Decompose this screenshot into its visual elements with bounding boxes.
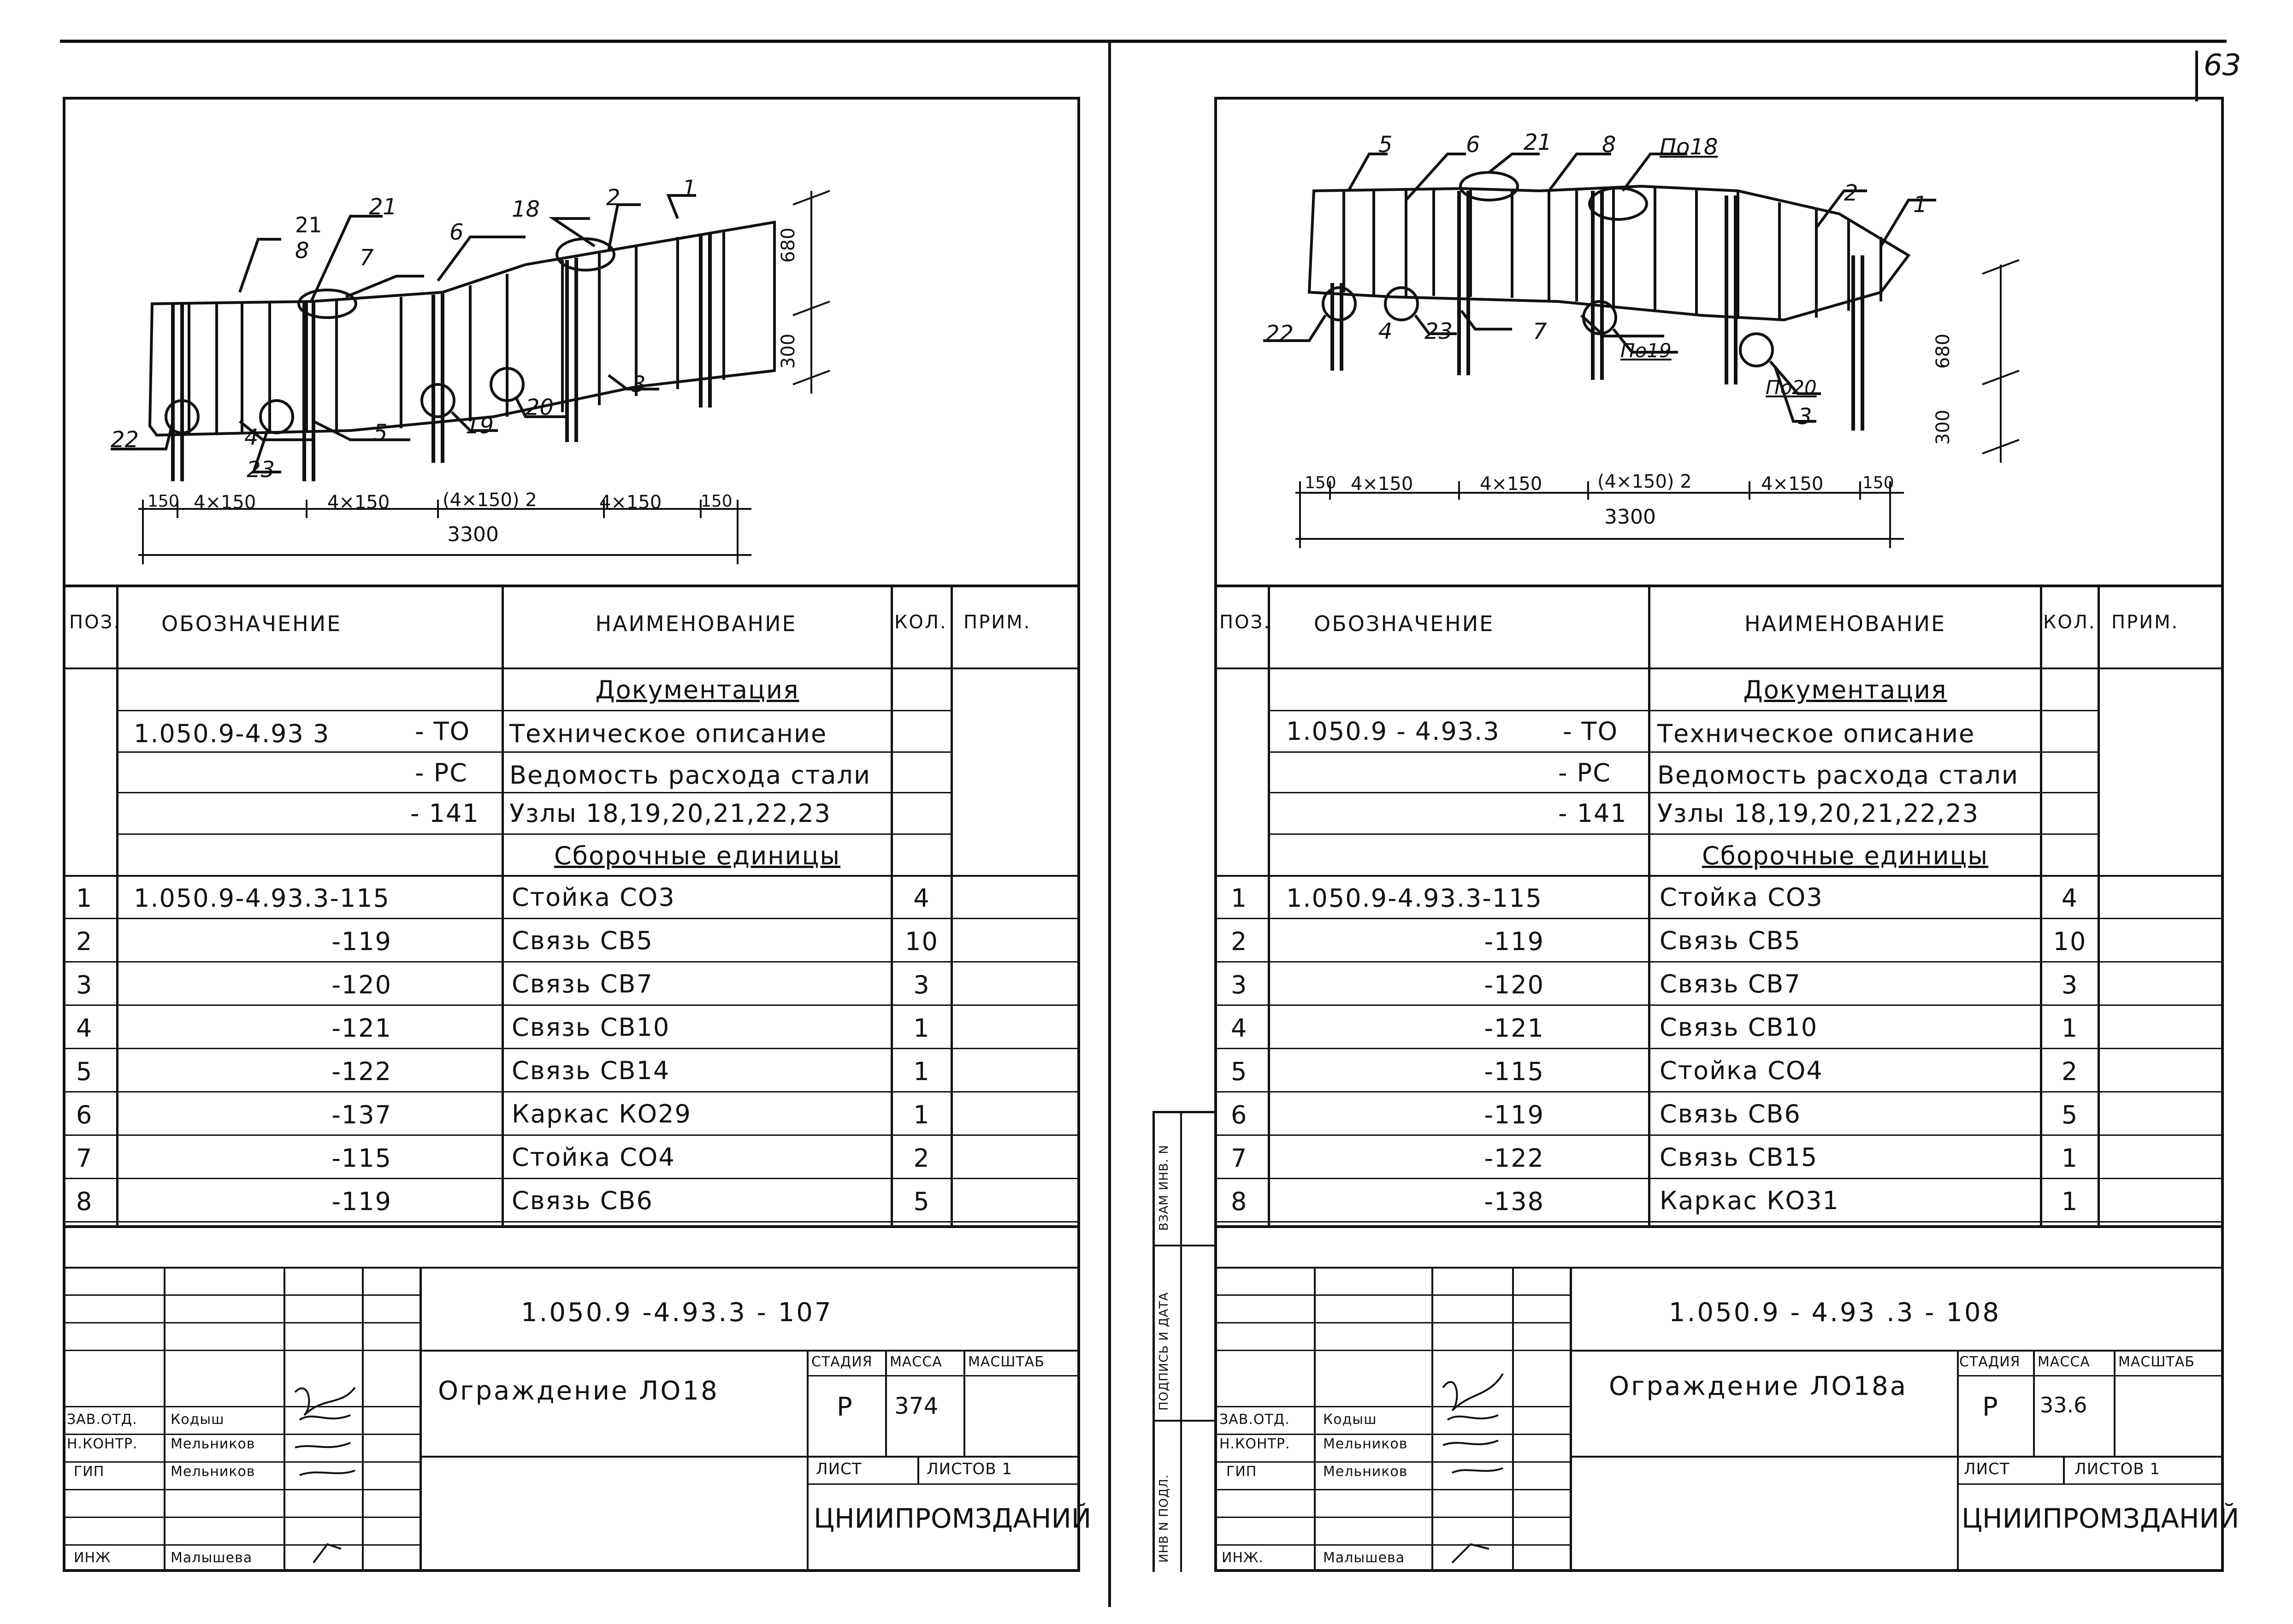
row-pos: 2 bbox=[76, 927, 93, 956]
side-label-podpis: ПОДПИСЬ И ДАТА bbox=[1157, 1292, 1171, 1411]
row-separator bbox=[1214, 1048, 2224, 1049]
left-hdr-qty: КОЛ. bbox=[894, 612, 947, 633]
right-person-name: Мельников bbox=[1323, 1464, 1408, 1480]
right-doc1-suffix: - ТО bbox=[1563, 717, 1619, 746]
left-tb-mass-label: МАССА bbox=[890, 1354, 942, 1370]
right-callout-5: 5 bbox=[1378, 132, 1393, 158]
right-tb-mass: 33.6 bbox=[2040, 1393, 2087, 1417]
side-stamp-border bbox=[1152, 1111, 1155, 1572]
left-hdr-designation: ОБОЗНАЧЕНИЕ bbox=[161, 611, 342, 636]
row-name: Каркас КО29 bbox=[512, 1099, 691, 1128]
left-callout-7: 7 bbox=[360, 245, 374, 271]
left-callout-6: 6 bbox=[449, 219, 464, 245]
right-tb-line bbox=[1957, 1456, 2224, 1458]
right-hdim-4x150c: 4×150 bbox=[1761, 473, 1824, 495]
row-pos: 5 bbox=[76, 1057, 93, 1086]
right-callout-3: 3 bbox=[1798, 404, 1812, 430]
row-qty: 1 bbox=[2061, 1014, 2079, 1043]
left-callout-2: 2 bbox=[606, 185, 621, 211]
right-tb-line bbox=[1214, 1294, 1570, 1296]
row-pos: 5 bbox=[1231, 1057, 1248, 1086]
row-designation: -119 bbox=[1484, 927, 1544, 956]
side-stamp-line bbox=[1152, 1245, 1214, 1246]
right-tb-vdiv bbox=[2114, 1350, 2116, 1456]
left-row-line bbox=[63, 875, 1080, 877]
row-qty: 5 bbox=[2061, 1100, 2079, 1129]
right-tb-line bbox=[1214, 1544, 1570, 1546]
row-separator bbox=[63, 1004, 1080, 1006]
left-vdim-680: 680 bbox=[778, 227, 799, 263]
right-hdim-4x150a: 4×150 bbox=[1351, 473, 1413, 495]
right-col-div-4 bbox=[2098, 585, 2100, 1225]
row-qty: 1 bbox=[913, 1057, 930, 1086]
right-person-role: ГИП bbox=[1226, 1464, 1257, 1480]
left-tb-vdiv bbox=[885, 1350, 887, 1456]
row-pos: 1 bbox=[76, 884, 93, 913]
left-tb-top bbox=[63, 1225, 1080, 1228]
row-separator bbox=[63, 918, 1080, 919]
row-name: Связь СВ10 bbox=[512, 1013, 670, 1042]
row-designation: -115 bbox=[1484, 1057, 1544, 1086]
left-hdim-4x150c: 4×150 bbox=[599, 492, 662, 513]
right-tb-scale-label: МАСШТАБ bbox=[2118, 1354, 2195, 1370]
left-section-asm: Сборочные единицы bbox=[554, 841, 841, 870]
right-tb-line bbox=[1214, 1489, 1570, 1490]
row-pos: 8 bbox=[1231, 1187, 1248, 1216]
row-qty: 3 bbox=[2061, 970, 2079, 999]
row-separator bbox=[63, 1178, 1080, 1179]
left-tb-code: 1.050.9 -4.93.3 - 107 bbox=[521, 1298, 833, 1328]
row-designation: -122 bbox=[1484, 1144, 1544, 1173]
right-drawing bbox=[1217, 99, 2222, 583]
row-name: Связь СВ7 bbox=[1660, 969, 1801, 998]
left-doc2-name: Ведомость расхода стали bbox=[509, 761, 871, 790]
side-label-inv: ИНВ N ПОДЛ. bbox=[1157, 1474, 1171, 1563]
row-separator bbox=[1214, 918, 2224, 919]
right-tb-line bbox=[1214, 1267, 2224, 1269]
left-tb-line bbox=[63, 1322, 420, 1323]
left-doc1-designation: 1.050.9-4.93 3 bbox=[134, 719, 330, 748]
row-name: Связь СВ14 bbox=[512, 1056, 670, 1085]
right-tb-line bbox=[1214, 1322, 1570, 1323]
left-hdr-name: НАИМЕНОВАНИЕ bbox=[595, 611, 797, 636]
row-qty: 1 bbox=[913, 1014, 930, 1043]
right-tb-vdiv bbox=[1570, 1267, 1572, 1571]
row-qty: 10 bbox=[2053, 927, 2087, 956]
right-doc1-designation: 1.050.9 - 4.93.3 bbox=[1286, 717, 1500, 746]
left-tb-line bbox=[807, 1456, 1080, 1458]
row-qty: 2 bbox=[2061, 1057, 2079, 1086]
right-table-top bbox=[1214, 585, 2224, 587]
right-callout-4: 4 bbox=[1378, 319, 1393, 344]
left-tb-title: Ограждение ЛО18 bbox=[438, 1376, 719, 1406]
center-fold-line bbox=[1108, 40, 1111, 1607]
right-tb-line bbox=[1957, 1483, 2224, 1485]
side-stamp-line bbox=[1152, 1420, 1214, 1422]
left-callout-1: 1 bbox=[682, 176, 697, 201]
row-name: Связь СВ15 bbox=[1660, 1143, 1818, 1172]
row-name: Стойка СО4 bbox=[1660, 1056, 1823, 1085]
left-tb-mass: 374 bbox=[894, 1393, 939, 1419]
left-row-line bbox=[116, 833, 951, 835]
right-row-line bbox=[1268, 792, 2098, 793]
row-pos: 7 bbox=[76, 1144, 93, 1173]
left-person-role: Н.КОНТР. bbox=[67, 1436, 138, 1452]
right-tb-title: Ограждение ЛО18а bbox=[1609, 1371, 1908, 1401]
left-header-bottom bbox=[63, 667, 1080, 669]
right-tb-sheets-label: ЛИСТОВ 1 bbox=[2074, 1460, 2161, 1478]
right-hdr-pos: ПОЗ. bbox=[1219, 612, 1271, 633]
right-doc1-name: Техническое описание bbox=[1657, 719, 1975, 748]
right-tb-code: 1.050.9 - 4.93 .3 - 108 bbox=[1669, 1298, 2001, 1328]
left-hdim-150b: 150 bbox=[701, 492, 733, 511]
side-stamp-border bbox=[1180, 1111, 1182, 1572]
row-designation: -119 bbox=[1484, 1100, 1544, 1129]
left-doc2-suffix: - РС bbox=[415, 758, 468, 787]
right-callout-1: 1 bbox=[1913, 192, 1927, 218]
left-tb-stage-label: СТАДИЯ bbox=[811, 1354, 873, 1370]
left-callout-20: 20 bbox=[526, 395, 554, 420]
left-person-role: ИНЖ bbox=[74, 1550, 111, 1566]
right-hdr-note: ПРИМ. bbox=[2111, 612, 2179, 633]
left-vdim-300: 300 bbox=[778, 333, 799, 369]
row-separator bbox=[1214, 1004, 2224, 1006]
row-pos: 7 bbox=[1231, 1144, 1248, 1173]
right-tb-vdiv bbox=[1314, 1267, 1316, 1571]
row-qty: 4 bbox=[2061, 884, 2079, 913]
row-designation: -120 bbox=[331, 970, 392, 999]
row-name: Связь СВ5 bbox=[512, 926, 653, 955]
right-tb-line bbox=[1570, 1350, 2224, 1352]
left-tb-line bbox=[63, 1294, 420, 1296]
right-tb-line bbox=[1214, 1461, 1570, 1463]
right-tb-vdiv bbox=[2033, 1350, 2035, 1456]
row-name: Каркас КО31 bbox=[1660, 1186, 1839, 1215]
right-callout-6: 6 bbox=[1466, 132, 1480, 158]
right-hdr-designation: ОБОЗНАЧЕНИЕ bbox=[1314, 611, 1495, 636]
left-callout-3: 3 bbox=[632, 372, 646, 397]
right-row-line bbox=[1214, 875, 2224, 877]
right-vdim-300: 300 bbox=[1933, 409, 1954, 445]
row-designation: -138 bbox=[1484, 1187, 1544, 1216]
row-name: Стойка СО3 bbox=[512, 883, 675, 912]
right-person-name: Мельников bbox=[1323, 1436, 1408, 1452]
row-pos: 4 bbox=[76, 1014, 93, 1043]
row-designation: -119 bbox=[331, 1187, 392, 1216]
left-hdr-pos: ПОЗ. bbox=[69, 612, 121, 633]
row-designation: -120 bbox=[1484, 970, 1544, 999]
side-label-vzam: ВЗАМ ИНВ. N bbox=[1157, 1145, 1171, 1231]
row-qty: 10 bbox=[905, 927, 939, 956]
right-doc3-name: Узлы 18,19,20,21,22,23 bbox=[1657, 799, 1980, 828]
right-doc2-name: Ведомость расхода стали bbox=[1657, 761, 2019, 790]
right-person-role: Н.КОНТР. bbox=[1219, 1436, 1290, 1452]
right-tb-line bbox=[1570, 1456, 1957, 1458]
left-tb-sheets-label: ЛИСТОВ 1 bbox=[927, 1460, 1013, 1478]
row-qty: 2 bbox=[913, 1144, 930, 1173]
right-tb-top bbox=[1214, 1225, 2224, 1228]
page-number-frame bbox=[2195, 51, 2198, 101]
left-doc3-suffix: - 141 bbox=[410, 799, 479, 828]
left-person-name: Кодыш bbox=[171, 1411, 225, 1428]
right-tb-mass-label: МАССА bbox=[2038, 1354, 2090, 1370]
top-rule bbox=[60, 40, 2227, 43]
left-hdim-4x150a: 4×150 bbox=[194, 492, 256, 513]
row-name: Связь СВ6 bbox=[1660, 1099, 1801, 1128]
right-tb-line bbox=[1214, 1350, 1570, 1351]
row-pos: 2 bbox=[1231, 927, 1248, 956]
right-row-line bbox=[1268, 833, 2098, 835]
left-col-div-4 bbox=[951, 585, 953, 1225]
row-pos: 4 bbox=[1231, 1014, 1248, 1043]
row-pos: 3 bbox=[1231, 970, 1248, 999]
row-qty: 1 bbox=[2061, 1187, 2079, 1216]
left-tb-scale-label: МАСШТАБ bbox=[968, 1354, 1045, 1370]
row-pos: 3 bbox=[76, 970, 93, 999]
left-tb-line bbox=[420, 1456, 807, 1458]
right-hdr-name: НАИМЕНОВАНИЕ bbox=[1744, 611, 1946, 636]
row-name: Связь СВ7 bbox=[512, 969, 653, 998]
right-tb-vdiv bbox=[1512, 1267, 1514, 1571]
row-pos: 6 bbox=[1231, 1100, 1248, 1129]
row-separator bbox=[63, 961, 1080, 963]
left-hdim-150a: 150 bbox=[148, 492, 179, 511]
right-tb-line bbox=[1214, 1406, 1570, 1407]
right-tb-sheet-label: ЛИСТ bbox=[1964, 1460, 2010, 1478]
left-callout: 21 bbox=[295, 213, 322, 237]
left-callout-21: 21 bbox=[369, 194, 397, 220]
right-hdim-4x150x2: (4×150) 2 bbox=[1597, 471, 1692, 492]
left-person-role: ГИП bbox=[74, 1464, 105, 1480]
right-callout-22: 22 bbox=[1265, 321, 1294, 347]
right-doc3-suffix: - 141 bbox=[1558, 799, 1627, 828]
row-designation: 1.050.9-4.93.3-115 bbox=[134, 884, 390, 913]
left-doc3-name: Узлы 18,19,20,21,22,23 bbox=[509, 799, 832, 828]
right-section-asm: Сборочные единицы bbox=[1702, 841, 1989, 870]
right-vdim-680: 680 bbox=[1933, 333, 1954, 369]
right-person-role: ЗАВ.ОТД. bbox=[1219, 1411, 1290, 1428]
side-stamp-line bbox=[1152, 1111, 1214, 1113]
right-person-name: Малышева bbox=[1323, 1550, 1405, 1566]
row-separator bbox=[63, 1091, 1080, 1093]
left-tb-line bbox=[63, 1267, 1080, 1269]
row-separator bbox=[1214, 961, 2224, 963]
right-section-doc: Документация bbox=[1743, 675, 1947, 704]
right-callout-po19: По19 bbox=[1620, 339, 1672, 362]
left-tb-line bbox=[63, 1350, 420, 1351]
right-hdim-4x150b: 4×150 bbox=[1480, 473, 1542, 495]
row-qty: 4 bbox=[913, 884, 930, 913]
left-tb-vdiv bbox=[963, 1350, 965, 1456]
right-callout-21: 21 bbox=[1524, 130, 1552, 155]
left-section-doc: Документация bbox=[595, 675, 799, 704]
right-person-name: Кодыш bbox=[1323, 1411, 1377, 1428]
left-hdim-4x150x2: (4×150) 2 bbox=[443, 490, 537, 511]
left-callout-18: 18 bbox=[512, 196, 540, 222]
left-doc1-name: Техническое описание bbox=[509, 719, 827, 748]
row-designation: -121 bbox=[331, 1014, 392, 1043]
left-callout-5: 5 bbox=[373, 420, 388, 446]
left-row-line bbox=[116, 710, 951, 711]
row-pos: 6 bbox=[76, 1100, 93, 1129]
right-callout-23: 23 bbox=[1424, 319, 1453, 344]
right-callout-7: 7 bbox=[1533, 319, 1547, 344]
right-tb-line bbox=[1214, 1517, 1570, 1518]
left-doc1-suffix: - ТО bbox=[415, 717, 471, 746]
left-tb-stage: Р bbox=[837, 1392, 852, 1422]
left-person-role: ЗАВ.ОТД. bbox=[67, 1411, 137, 1428]
left-tb-vdiv bbox=[284, 1267, 285, 1571]
left-row-line bbox=[116, 751, 951, 753]
row-qty: 5 bbox=[913, 1187, 930, 1216]
left-tb-vdiv bbox=[164, 1267, 165, 1571]
right-callout-po18: По18 bbox=[1660, 134, 1718, 160]
left-hdr-note: ПРИМ. bbox=[963, 612, 1031, 633]
row-designation: -115 bbox=[331, 1144, 392, 1173]
left-tb-line bbox=[807, 1483, 1080, 1485]
left-tb-vdiv bbox=[807, 1350, 809, 1571]
right-header-bottom bbox=[1214, 667, 2224, 669]
left-person-name: Мельников bbox=[171, 1436, 255, 1452]
right-person-role: ИНЖ. bbox=[1222, 1550, 1264, 1566]
left-person-name: Малышева bbox=[171, 1550, 253, 1566]
row-pos: 8 bbox=[76, 1187, 93, 1216]
right-signature bbox=[1434, 1369, 1512, 1572]
left-tb-line bbox=[420, 1350, 1080, 1352]
right-tb-vdiv bbox=[1431, 1267, 1433, 1571]
right-doc2-suffix: - РС bbox=[1558, 758, 1611, 787]
right-row-line bbox=[1268, 751, 2098, 753]
row-designation: -137 bbox=[331, 1100, 392, 1129]
right-total-dim: 3300 bbox=[1604, 505, 1656, 529]
left-signature bbox=[286, 1378, 369, 1572]
left-callout-19: 19 bbox=[466, 413, 494, 439]
row-separator bbox=[63, 1048, 1080, 1049]
row-pos: 1 bbox=[1231, 884, 1248, 913]
right-callout-8: 8 bbox=[1602, 132, 1616, 158]
left-callout-23: 23 bbox=[247, 457, 275, 483]
left-tb-vdiv bbox=[917, 1456, 919, 1483]
right-row-line bbox=[1268, 710, 2098, 711]
row-qty: 1 bbox=[913, 1100, 930, 1129]
row-separator bbox=[63, 1221, 1080, 1222]
row-separator bbox=[63, 1134, 1080, 1136]
row-separator bbox=[1214, 1134, 2224, 1136]
row-separator bbox=[1214, 1091, 2224, 1093]
row-name: Стойка СО3 bbox=[1660, 883, 1823, 912]
right-callout-po20: По20 bbox=[1766, 376, 1817, 399]
right-hdim-150b: 150 bbox=[1862, 473, 1894, 492]
row-separator bbox=[1214, 1221, 2224, 1222]
row-designation: -119 bbox=[331, 927, 392, 956]
left-callout-4: 4 bbox=[244, 425, 259, 450]
row-qty: 3 bbox=[913, 970, 930, 999]
right-tb-vdiv bbox=[1957, 1350, 1959, 1571]
row-designation: -122 bbox=[331, 1057, 392, 1086]
right-col-div-1 bbox=[1268, 585, 1270, 1225]
left-tb-sheet-label: ЛИСТ bbox=[816, 1460, 862, 1478]
page-number: 63 bbox=[2204, 48, 2241, 83]
right-hdim-150a: 150 bbox=[1305, 473, 1336, 492]
left-hdim-4x150b: 4×150 bbox=[327, 492, 390, 513]
right-tb-stage-label: СТАДИЯ bbox=[1959, 1354, 2021, 1370]
left-tb-org: ЦНИИПРОМЗДАНИЙ bbox=[814, 1503, 1092, 1534]
left-callout-22: 22 bbox=[111, 427, 139, 453]
left-person-name: Мельников bbox=[171, 1464, 255, 1480]
left-col-div-1 bbox=[116, 585, 118, 1225]
row-designation: -121 bbox=[1484, 1014, 1544, 1043]
left-tb-vdiv bbox=[420, 1267, 422, 1571]
row-name: Связь СВ5 bbox=[1660, 926, 1801, 955]
left-table-top bbox=[63, 585, 1080, 587]
right-hdr-qty: КОЛ. bbox=[2043, 612, 2096, 633]
row-name: Стойка СО4 bbox=[512, 1143, 675, 1172]
row-designation: 1.050.9-4.93.3-115 bbox=[1286, 884, 1542, 913]
left-callout-8: 8 bbox=[295, 238, 309, 264]
left-row-line bbox=[116, 792, 951, 793]
right-tb-org: ЦНИИПРОМЗДАНИЙ bbox=[1962, 1503, 2240, 1534]
right-tb-line bbox=[1214, 1434, 1570, 1435]
right-tb-vdiv bbox=[2063, 1456, 2065, 1483]
left-total-dim: 3300 bbox=[447, 523, 499, 546]
right-tb-stage: Р bbox=[1982, 1392, 1998, 1422]
right-tb-line bbox=[1957, 1375, 2224, 1376]
row-name: Связь СВ10 bbox=[1660, 1013, 1818, 1042]
row-separator bbox=[1214, 1178, 2224, 1179]
right-callout-2: 2 bbox=[1844, 180, 1858, 206]
left-tb-line bbox=[807, 1375, 1080, 1376]
row-name: Связь СВ6 bbox=[512, 1186, 653, 1215]
row-qty: 1 bbox=[2061, 1144, 2079, 1173]
